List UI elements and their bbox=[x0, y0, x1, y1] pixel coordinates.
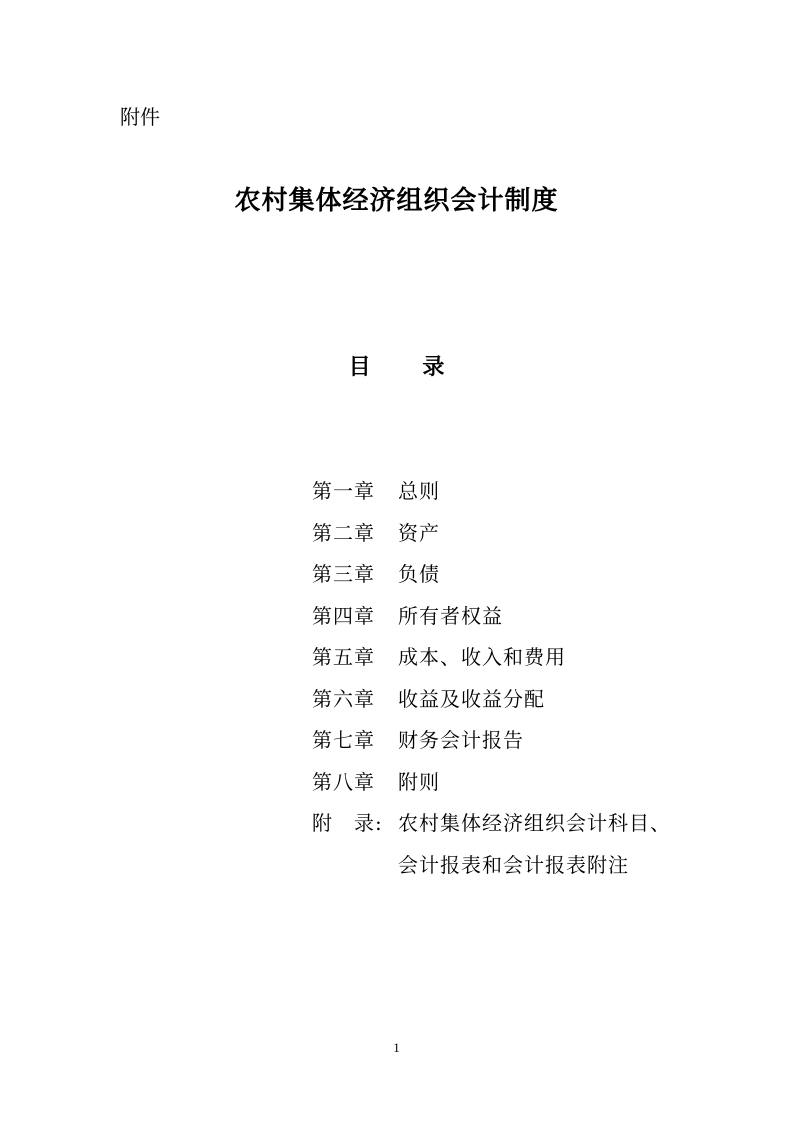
toc-entry-chapter-4[interactable] bbox=[312, 603, 752, 645]
toc-chapter-number: 第二章 bbox=[312, 520, 375, 545]
toc-entry-chapter-3[interactable] bbox=[312, 561, 752, 603]
toc-chapter-title: 收益及收益分配 bbox=[398, 686, 545, 711]
toc-appendix-title-line-2: 会计报表和会计报表附注 bbox=[398, 852, 629, 877]
table-of-contents bbox=[312, 478, 752, 893]
toc-chapter-title: 财务会计报告 bbox=[398, 728, 524, 752]
toc-chapter-number: 第四章 bbox=[312, 603, 375, 628]
toc-chapter-title: 总则 bbox=[398, 479, 440, 503]
toc-chapter-title: 资产 bbox=[398, 520, 440, 545]
toc-entry-appendix[interactable] bbox=[312, 810, 752, 852]
toc-chapter-number: 第一章 bbox=[312, 479, 375, 503]
toc-entry-chapter-6[interactable] bbox=[312, 686, 752, 728]
toc-chapter-number: 第六章 bbox=[312, 686, 375, 711]
toc-entry-chapter-2[interactable] bbox=[312, 520, 752, 562]
toc-entry-chapter-7[interactable] bbox=[312, 727, 752, 769]
toc-chapter-title: 所有者权益 bbox=[398, 603, 503, 628]
toc-chapter-number: 第三章 bbox=[312, 562, 375, 586]
toc-chapter-title: 成本、收入和费用 bbox=[398, 645, 566, 669]
toc-chapter-number: 第七章 bbox=[312, 728, 375, 752]
document-title: 农村集体经济组织会计制度 bbox=[234, 186, 559, 216]
toc-entry-chapter-5[interactable] bbox=[312, 644, 752, 686]
toc-entry-chapter-1[interactable] bbox=[312, 478, 752, 520]
attachment-label: 附件 bbox=[120, 105, 160, 129]
toc-chapter-title: 负债 bbox=[398, 562, 440, 586]
toc-appendix-title-line-1: 农村集体经济组织会计科目、 bbox=[398, 811, 671, 835]
toc-heading: 目 录 bbox=[348, 355, 467, 380]
toc-chapter-number: 第八章 bbox=[312, 769, 375, 794]
toc-appendix-label: 附 录: bbox=[312, 811, 383, 835]
toc-chapter-number: 第五章 bbox=[312, 645, 375, 669]
page-number: 1 bbox=[393, 1040, 400, 1055]
toc-chapter-title: 附则 bbox=[398, 769, 440, 794]
toc-entry-chapter-8[interactable] bbox=[312, 769, 752, 811]
toc-entry-appendix-continued bbox=[312, 852, 752, 894]
